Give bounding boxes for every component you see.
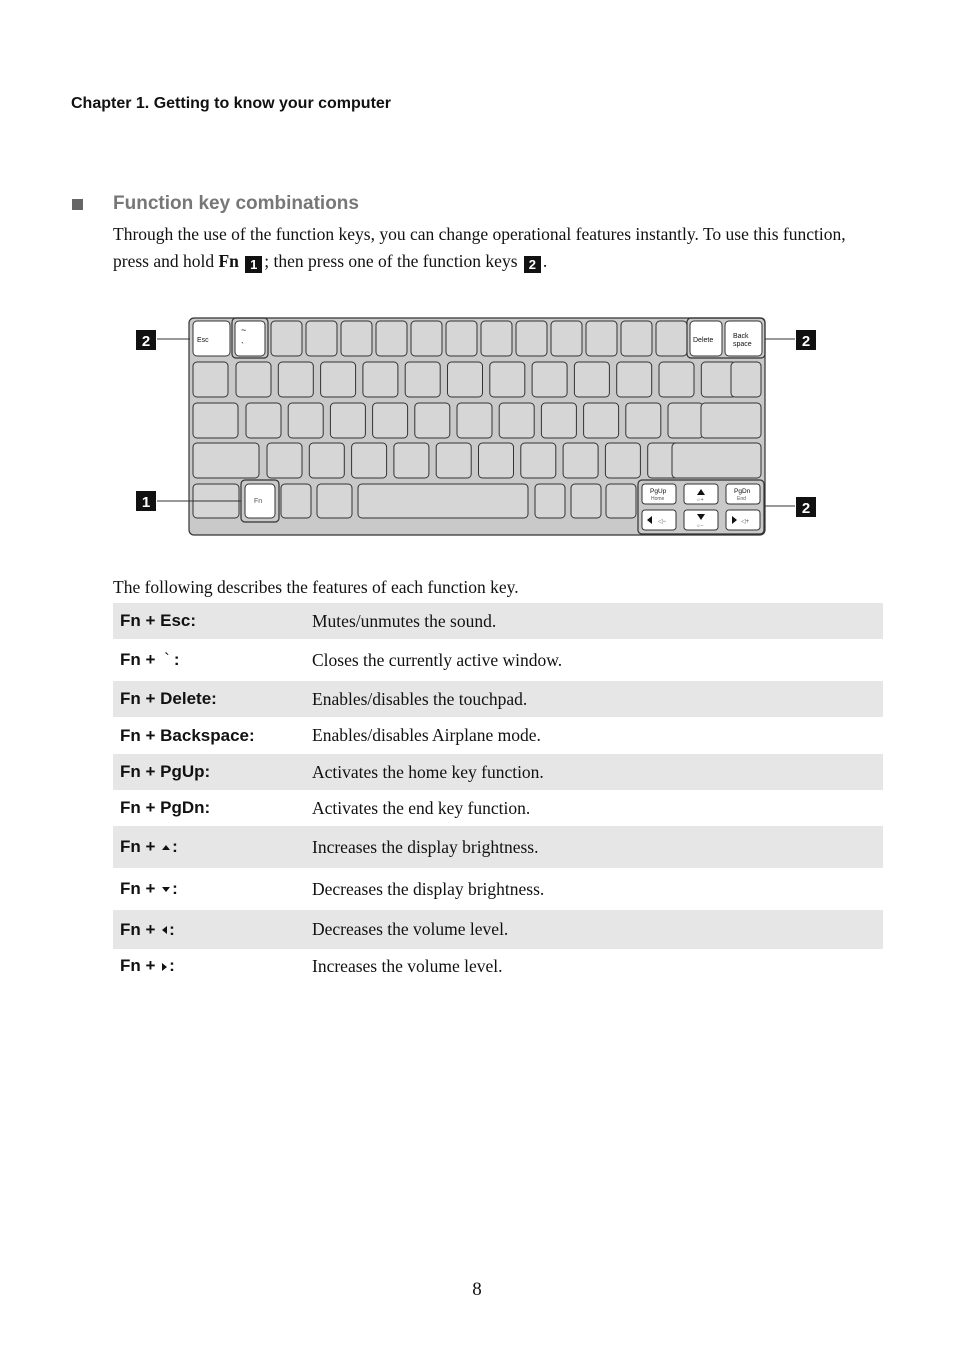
up-arrow-icon <box>162 845 170 850</box>
table-row <box>113 910 883 949</box>
table-row <box>113 717 883 754</box>
backtick-key-label: ` <box>241 341 244 351</box>
fn-pgup-desc: Activates the home key function. <box>305 754 883 790</box>
key-suffix: : <box>172 837 178 856</box>
table-row <box>113 754 883 790</box>
function-key <box>376 321 407 356</box>
intro-badge-1: 1 <box>245 256 262 273</box>
keyboard-diagram <box>0 0 954 560</box>
letter-key <box>479 443 514 478</box>
number-key <box>731 362 761 397</box>
enter-key <box>672 443 761 478</box>
letter-key <box>541 403 576 438</box>
fn-prefix: Fn + <box>120 837 161 856</box>
backslash-key <box>701 403 761 438</box>
letter-key <box>309 443 344 478</box>
function-key <box>306 321 337 356</box>
callout-top-right: 2 <box>801 333 811 350</box>
pgdn-key-label: PgDn <box>734 488 751 495</box>
ctrl-right-key <box>606 484 636 518</box>
table-row <box>113 949 883 983</box>
bright-down-label: ☼− <box>696 523 704 529</box>
function-key <box>481 321 512 356</box>
fn-prefix: Fn + <box>120 919 161 939</box>
table-caption: The following describes the features of each function key. <box>113 577 519 597</box>
intro-text-1: Through the use of the function keys, you can change operational features instantly. To use this function, press and hold <box>113 224 846 271</box>
function-key-table <box>113 603 883 983</box>
bright-up-label: ☼+ <box>696 497 704 503</box>
letter-key <box>436 443 471 478</box>
number-key <box>405 362 440 397</box>
table-row <box>113 639 883 681</box>
win-key <box>281 484 311 518</box>
down-arrow-icon <box>162 887 170 892</box>
fn-left-key <box>113 910 305 949</box>
letter-key <box>352 443 387 478</box>
letter-key <box>521 443 556 478</box>
letter-key <box>626 403 661 438</box>
function-key <box>271 321 302 356</box>
home-key-label: Home <box>651 496 665 502</box>
number-key <box>532 362 567 397</box>
table-row <box>113 681 883 717</box>
table-row <box>113 790 883 826</box>
fn-backspace-key: Fn + Backspace: <box>120 725 255 745</box>
key-suffix: : <box>172 879 178 898</box>
function-key <box>341 321 372 356</box>
fn-esc-desc: Mutes/unmutes the sound. <box>305 603 883 639</box>
fn-prefix: Fn + <box>120 650 161 669</box>
fn-delete-desc: Enables/disables the touchpad. <box>305 681 883 717</box>
backspace-key-label-1: Back <box>733 333 749 340</box>
tilde-key <box>235 321 265 356</box>
fn-prefix: Fn + <box>120 956 161 975</box>
alt-right-key <box>535 484 565 518</box>
number-key <box>448 362 483 397</box>
callout-top-left: 2 <box>141 333 151 350</box>
caps-key <box>193 443 259 478</box>
intro-fn: Fn <box>218 251 239 271</box>
callout-fn: 1 <box>141 494 151 511</box>
vol-down-label: ◁− <box>658 519 667 525</box>
function-key <box>656 321 687 356</box>
callout-bottom-right: 2 <box>801 500 811 517</box>
page-number: 8 <box>472 1279 482 1300</box>
backspace-key-label-2: space <box>733 341 752 348</box>
letter-key <box>373 403 408 438</box>
fn-up-desc: Increases the display brightness. <box>305 826 883 868</box>
fn-pgdn-desc: Activates the end key function. <box>312 797 531 818</box>
intro-end: . <box>542 251 548 271</box>
fn-right-key <box>113 949 305 983</box>
table-row <box>113 826 883 868</box>
function-key <box>551 321 582 356</box>
fn-backtick-desc: Closes the currently active window. <box>312 649 563 670</box>
number-key <box>574 362 609 397</box>
intro-badge-2: 2 <box>524 256 541 273</box>
key-suffix: : <box>169 956 175 975</box>
backtick-glyph: ` <box>164 650 170 669</box>
letter-key <box>584 403 619 438</box>
function-key <box>516 321 547 356</box>
table-row <box>113 868 883 910</box>
chapter-title: Chapter 1. Getting to know your computer <box>71 95 392 112</box>
delete-key-label: Delete <box>693 337 714 344</box>
key-suffix: : <box>173 650 180 669</box>
number-key <box>490 362 525 397</box>
number-key <box>659 362 694 397</box>
fn-down-key <box>113 868 305 910</box>
letter-key <box>605 443 640 478</box>
pgup-key-label: PgUp <box>650 488 667 495</box>
number-key <box>321 362 356 397</box>
vol-up-label: ◁+ <box>741 519 750 525</box>
fn-backspace-desc: Enables/disables Airplane mode. <box>312 725 541 745</box>
fn-delete-key: Fn + Delete: <box>113 681 305 717</box>
letter-key <box>668 403 703 438</box>
letter-key <box>246 403 281 438</box>
fn-pgdn-key: Fn + PgDn: <box>120 798 211 817</box>
letter-key <box>394 443 429 478</box>
letter-key <box>563 443 598 478</box>
number-key <box>278 362 313 397</box>
number-key <box>193 362 228 397</box>
fn-pgup-key: Fn + PgUp: <box>113 754 305 790</box>
fn-up-key <box>113 826 305 868</box>
fn-right-desc: Increases the volume level. <box>312 955 503 976</box>
letter-key <box>457 403 492 438</box>
tab-key <box>193 403 238 438</box>
intro-text-2: ; then press one of the function keys <box>264 251 522 271</box>
key-suffix: : <box>169 919 175 939</box>
fn-prefix: Fn + <box>120 879 161 898</box>
number-key <box>236 362 271 397</box>
letter-key <box>415 403 450 438</box>
fn-down-desc: Decreases the display brightness. <box>312 878 545 899</box>
number-key <box>363 362 398 397</box>
section-title: Function key combinations <box>113 193 359 214</box>
letter-key <box>330 403 365 438</box>
alt-key <box>317 484 352 518</box>
letter-key <box>267 443 302 478</box>
context-key <box>571 484 601 518</box>
letter-key <box>288 403 323 438</box>
function-key <box>621 321 652 356</box>
function-key <box>411 321 442 356</box>
fn-left-desc: Decreases the volume level. <box>305 910 883 949</box>
spacebar-key <box>358 484 528 518</box>
function-key <box>586 321 617 356</box>
right-arrow-icon <box>162 963 167 971</box>
number-key <box>617 362 652 397</box>
fn-key-label: Fn <box>254 498 263 505</box>
left-arrow-icon <box>162 926 167 934</box>
letter-key <box>499 403 534 438</box>
tilde-key-label: ~ <box>241 325 247 335</box>
fn-backtick-key <box>113 639 305 681</box>
table-row <box>113 603 883 639</box>
fn-esc-key: Fn + Esc: <box>113 603 305 639</box>
function-key <box>446 321 477 356</box>
esc-key-label: Esc <box>197 337 209 344</box>
end-key-label: End <box>737 496 746 502</box>
